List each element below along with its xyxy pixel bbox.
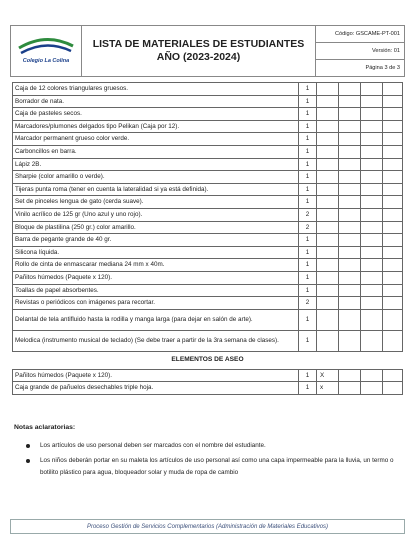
empty-cell xyxy=(339,145,361,158)
empty-cell xyxy=(361,234,383,247)
item-quantity: 1 xyxy=(299,145,317,158)
empty-cell xyxy=(361,133,383,146)
table-row xyxy=(13,171,403,184)
item-quantity: 1 xyxy=(299,309,317,330)
item-check: x xyxy=(317,382,339,395)
empty-cell xyxy=(383,108,403,121)
table-row xyxy=(13,246,403,259)
table-row xyxy=(13,259,403,272)
table-row xyxy=(13,208,403,221)
empty-cell xyxy=(339,120,361,133)
item-name: Revistas o periódicos con imágenes para recortar. xyxy=(13,297,299,310)
item-quantity: 1 xyxy=(299,171,317,184)
item-quantity: 1 xyxy=(299,369,317,382)
note-item: Los niños deberán portar en su maleta los artículos de uso personal así como una capa impermeable para la lluvia, un termo o botilito plástico para agua, bloqueador solar y muda de ropa de cambio xyxy=(14,455,400,479)
empty-cell xyxy=(383,196,403,209)
empty-cell xyxy=(339,208,361,221)
item-name: Caja de 12 colores triangulares gruesos. xyxy=(13,83,299,96)
item-check xyxy=(317,171,339,184)
item-quantity: 1 xyxy=(299,382,317,395)
empty-cell xyxy=(361,330,383,351)
item-name: Rollo de cinta de enmascarar mediana 24 mm x 40m. xyxy=(13,259,299,272)
empty-cell xyxy=(361,196,383,209)
item-name: Marcador permanent grueso color verde. xyxy=(13,133,299,146)
empty-cell xyxy=(383,83,403,96)
item-quantity: 1 xyxy=(299,120,317,133)
item-check xyxy=(317,83,339,96)
logo xyxy=(11,26,82,76)
empty-cell xyxy=(383,208,403,221)
document-version: Versión: 01 xyxy=(316,43,404,60)
logo-text: Colegio La Colina xyxy=(22,58,70,64)
empty-cell xyxy=(339,133,361,146)
item-name: Caja de pasteles secos. xyxy=(13,108,299,121)
item-check xyxy=(317,246,339,259)
item-name: Vinilo acrílico de 125 gr (Uno azul y uno rojo). xyxy=(13,208,299,221)
bullet-icon xyxy=(26,459,30,463)
item-check xyxy=(317,145,339,158)
table-row xyxy=(13,234,403,247)
empty-cell xyxy=(361,95,383,108)
item-quantity: 1 xyxy=(299,330,317,351)
empty-cell xyxy=(361,369,383,382)
empty-cell xyxy=(339,382,361,395)
empty-cell xyxy=(383,120,403,133)
item-check xyxy=(317,158,339,171)
empty-cell xyxy=(383,95,403,108)
empty-cell xyxy=(383,234,403,247)
table-row xyxy=(13,196,403,209)
table-row xyxy=(13,297,403,310)
empty-cell xyxy=(339,284,361,297)
item-check xyxy=(317,309,339,330)
empty-cell xyxy=(383,271,403,284)
materials-table xyxy=(12,82,403,395)
empty-cell xyxy=(383,133,403,146)
empty-cell xyxy=(339,158,361,171)
table-row xyxy=(13,83,403,96)
empty-cell xyxy=(339,196,361,209)
item-quantity: 1 xyxy=(299,259,317,272)
empty-cell xyxy=(339,183,361,196)
empty-cell xyxy=(383,309,403,330)
table-row xyxy=(13,330,403,351)
item-name: Caja grande de pañuelos desechables triple hoja. xyxy=(13,382,299,395)
empty-cell xyxy=(383,246,403,259)
empty-cell xyxy=(339,330,361,351)
item-name: Silicona líquida. xyxy=(13,246,299,259)
item-check xyxy=(317,208,339,221)
item-quantity: 1 xyxy=(299,83,317,96)
item-quantity: 1 xyxy=(299,271,317,284)
item-quantity: 1 xyxy=(299,196,317,209)
table-row xyxy=(13,108,403,121)
empty-cell xyxy=(361,120,383,133)
notes-section xyxy=(14,424,400,479)
table-row xyxy=(13,369,403,382)
item-check xyxy=(317,183,339,196)
item-name: Lápiz 2B. xyxy=(13,158,299,171)
empty-cell xyxy=(361,284,383,297)
empty-cell xyxy=(339,297,361,310)
item-check xyxy=(317,196,339,209)
table-row xyxy=(13,183,403,196)
item-quantity: 1 xyxy=(299,95,317,108)
item-check xyxy=(317,284,339,297)
empty-cell xyxy=(383,284,403,297)
empty-cell xyxy=(383,259,403,272)
empty-cell xyxy=(339,369,361,382)
item-check xyxy=(317,95,339,108)
notes-title: Notas aclaratorias: xyxy=(14,424,76,431)
table-row xyxy=(13,271,403,284)
item-name: Toallas de papel absorbentes. xyxy=(13,284,299,297)
title-block xyxy=(82,26,316,76)
empty-cell xyxy=(339,108,361,121)
empty-cell xyxy=(383,145,403,158)
table-row xyxy=(13,382,403,395)
item-name: Carboncillos en barra. xyxy=(13,145,299,158)
empty-cell xyxy=(361,271,383,284)
empty-cell xyxy=(361,83,383,96)
item-name: Borrador de nata. xyxy=(13,95,299,108)
document-header xyxy=(10,25,405,77)
table-row xyxy=(13,120,403,133)
item-check xyxy=(317,120,339,133)
empty-cell xyxy=(361,158,383,171)
item-name: Tijeras punta roma (tener en cuenta la lateralidad si ya está definida). xyxy=(13,183,299,196)
empty-cell xyxy=(383,158,403,171)
item-name: Pañitos húmedos (Paquete x 120). xyxy=(13,369,299,382)
item-name: Set de pinceles lengua de gato (cerda suave). xyxy=(13,196,299,209)
document-year: AÑO (2023-2024) xyxy=(156,51,241,63)
empty-cell xyxy=(383,330,403,351)
item-quantity: 2 xyxy=(299,297,317,310)
item-name: Bloque de plastilina (250 gr.) color amarillo. xyxy=(13,221,299,234)
empty-cell xyxy=(361,221,383,234)
section-row xyxy=(13,351,403,369)
item-name: Melodica (instrumento musical de teclado) (Se debe traer a partir de la 3ra semana de clases). xyxy=(13,330,299,351)
table-row xyxy=(13,284,403,297)
empty-cell xyxy=(361,382,383,395)
item-quantity: 1 xyxy=(299,108,317,121)
table-row xyxy=(13,133,403,146)
item-check xyxy=(317,297,339,310)
empty-cell xyxy=(383,171,403,184)
empty-cell xyxy=(361,309,383,330)
item-check xyxy=(317,133,339,146)
empty-cell xyxy=(339,246,361,259)
item-check xyxy=(317,330,339,351)
item-name: Barra de pegante grande de 40 gr. xyxy=(13,234,299,247)
item-name: Pañitos húmedos (Paquete x 120). xyxy=(13,271,299,284)
empty-cell xyxy=(339,309,361,330)
item-check xyxy=(317,234,339,247)
table-row xyxy=(13,145,403,158)
table-row xyxy=(13,158,403,171)
section-title: ELEMENTOS DE ASEO xyxy=(13,351,403,369)
footer: Proceso Gestión de Servicios Complementarios (Administración de Materiales Educativos) xyxy=(10,519,405,534)
document-code: Código: GSCAME-PT-001 xyxy=(316,26,404,43)
table-row xyxy=(13,221,403,234)
item-quantity: 1 xyxy=(299,183,317,196)
item-quantity: 1 xyxy=(299,158,317,171)
item-quantity: 1 xyxy=(299,133,317,146)
empty-cell xyxy=(361,108,383,121)
item-check: X xyxy=(317,369,339,382)
item-quantity: 1 xyxy=(299,234,317,247)
bullet-icon xyxy=(26,444,30,448)
document-title: LISTA DE MATERIALES DE ESTUDIANTES xyxy=(92,38,305,50)
empty-cell xyxy=(339,95,361,108)
empty-cell xyxy=(361,171,383,184)
item-check xyxy=(317,221,339,234)
item-quantity: 2 xyxy=(299,208,317,221)
item-quantity: 2 xyxy=(299,221,317,234)
empty-cell xyxy=(383,382,403,395)
note-item: Los artículos de uso personal deben ser marcados con el nombre del estudiante. xyxy=(14,440,400,452)
meta-block xyxy=(316,26,404,76)
table-row xyxy=(13,309,403,330)
empty-cell xyxy=(383,297,403,310)
empty-cell xyxy=(383,369,403,382)
empty-cell xyxy=(383,183,403,196)
empty-cell xyxy=(339,234,361,247)
item-name: Delantal de tela antifluido hasta la rodilla y manga larga (para dejar en salón de arte). xyxy=(13,309,299,330)
empty-cell xyxy=(339,171,361,184)
empty-cell xyxy=(339,221,361,234)
empty-cell xyxy=(383,221,403,234)
item-check xyxy=(317,271,339,284)
item-name: Marcadores/plumones delgados tipo Pelikan (Caja por 12). xyxy=(13,120,299,133)
empty-cell xyxy=(361,208,383,221)
item-check xyxy=(317,259,339,272)
empty-cell xyxy=(339,271,361,284)
table-row xyxy=(13,95,403,108)
logo-mark-icon xyxy=(15,30,77,58)
empty-cell xyxy=(361,145,383,158)
page-number: Página 3 de 3 xyxy=(365,65,400,71)
item-quantity: 1 xyxy=(299,246,317,259)
empty-cell xyxy=(361,297,383,310)
empty-cell xyxy=(361,183,383,196)
empty-cell xyxy=(339,83,361,96)
empty-cell xyxy=(361,246,383,259)
item-quantity: 1 xyxy=(299,284,317,297)
item-check xyxy=(317,108,339,121)
empty-cell xyxy=(361,259,383,272)
item-name: Sharpie (color amarillo o verde). xyxy=(13,171,299,184)
empty-cell xyxy=(339,259,361,272)
